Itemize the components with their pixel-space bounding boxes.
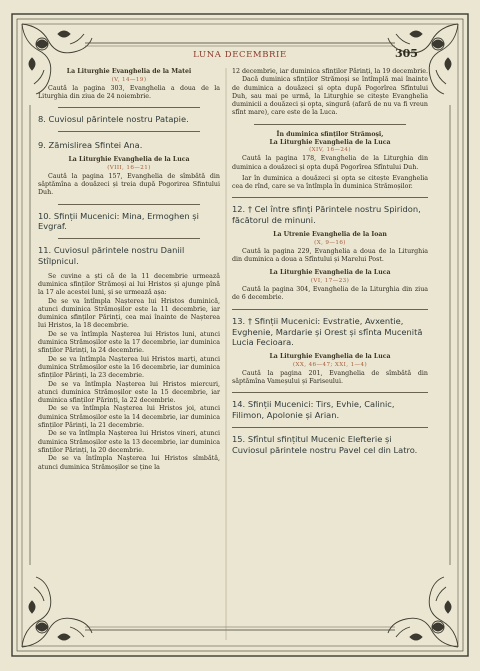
scripture-reference: (V, 14—19) bbox=[111, 76, 147, 83]
reading-instruction: Iar în duminica a douăzeci și opta se citește Evanghelia cea de rînd, care se va întîmpla în duminica Strămoșilor. bbox=[232, 174, 428, 191]
rubric-paragraph: Dacă duminica sfinților Strămoși se întîmplă mai înainte de duminica a douăzeci și opta după Pogorîrea Sfîntului Duh, sau mai pe urmă, la Liturghie se citește Evanghelia duminicii a douăzeci și opta, singură (afară de nu va fi vreun sfînt mare), care este de la Luca. bbox=[232, 76, 428, 117]
feast-day-8: 8. Cuviosul părintele nostru Patapie. bbox=[38, 114, 189, 125]
gospel-subheading: La Liturghie Evanghelia de la Luca bbox=[269, 353, 391, 361]
gospel-subheading: La Utrenie Evanghelia de la Ioan bbox=[273, 231, 387, 239]
rubric-paragraph: 12 decembrie, iar duminica sfinților Părinți, la 19 decembrie. bbox=[232, 68, 428, 75]
corner-ornament-bottom-left bbox=[22, 577, 92, 647]
rubric-paragraph: De se va întîmpla Nașterea lui Hristos luni, atunci duminica Strămoșilor este la 17 decembrie, iar duminica sfinților Părinți, la 24 decembrie. bbox=[38, 330, 220, 355]
feast-day-11: 11. Cuviosul părintele nostru Daniil Stîlpnicul. bbox=[38, 245, 185, 266]
gospel-subheading: La Liturghie Evanghelia de la Matei bbox=[66, 68, 192, 75]
running-header-title: LUNA DECEMBRIE bbox=[193, 50, 287, 60]
corner-ornament-bottom-right bbox=[388, 577, 458, 647]
scripture-reference: (VIII, 16—21) bbox=[107, 164, 151, 171]
reading-instruction: Caută la pagina 157, Evanghelia de sîmbătă din săptămîna a douăzeci și treia după Pogorirea Sfintului Duh. bbox=[38, 172, 220, 197]
feast-day-9: 9. Zămislirea Sfintei Ana. bbox=[38, 140, 143, 151]
scripture-reference: (VI, 17—23) bbox=[310, 278, 350, 285]
reading-instruction: Caută la pagina 304, Evanghelia de la Liturghia din ziua de 6 decembrie. bbox=[232, 286, 428, 302]
rubric-paragraph: De se va întîmpla Nașterea lui Hristos vineri, atunci duminica Strămoșilor este la 13 decembrie, iar duminica sfinților Părinți, la 20 decembrie. bbox=[38, 430, 220, 454]
page-number: 305 bbox=[395, 47, 418, 60]
scripture-reference: (X, 9—16) bbox=[314, 239, 346, 246]
gospel-subheading: În duminica sfinților Strămoși, bbox=[276, 130, 384, 138]
feast-day-10: 10. Sfinții Mucenici: Mina, Ermoghen și Evgraf. bbox=[38, 210, 199, 232]
feast-day-13: 13. † Sfinții Mucenici: Evstratie, Avxentie, Evghenie, Mardarie și Orest și sfînta Mucenită Lucia Fecioara. bbox=[232, 315, 423, 348]
reading-instruction: Caută la pagina 201, Evanghelia de sîmbătă din săptămîna Vameșului și Fariseului. bbox=[232, 369, 428, 386]
scripture-reference: (XIV, 16—24) bbox=[309, 147, 351, 154]
right-column bbox=[232, 68, 428, 456]
gospel-subheading: La Liturghie Evanghelia de la Luca bbox=[269, 269, 391, 277]
left-column bbox=[38, 68, 220, 472]
rubric-paragraph: De se va întîmpla Nașterea lui Hristos marți, atunci duminica Strămoșilor este la 16 decembrie, iar duminica sfinților Părinți, la 23 decembrie. bbox=[38, 355, 220, 380]
gospel-subheading: La Liturghie Evanghelia de la Luca bbox=[68, 155, 190, 163]
feast-day-15: 15. Sfîntul sfințitul Mucenic Elefterie și Cuviosul părintele nostru Pavel cel din Latro. bbox=[232, 433, 418, 455]
scripture-reference: (XX, 46—47; XXI, 1—4) bbox=[292, 361, 368, 368]
rubric-paragraph: De se va întîmpla Nașterea lui Hristos sîmbătă, atunci duminica Strămoșilor se ține la bbox=[38, 455, 220, 471]
gospel-subheading: La Liturghie Evanghelia de la Luca bbox=[269, 138, 391, 146]
rubric-paragraph: De se va întîmpla Nașterea lui Hristos miercuri, atunci duminica Strămoșilor este la 15 decembrie, iar duminica sfinților Părinți, la 22 decembrie. bbox=[38, 380, 220, 405]
rubric-paragraph: De se va întîmpla Nașterea lui Hristos duminică, atunci duminica Strămoșilor este la 11 decembrie, iar duminica sfinților Părinți, cea mai înainte de Nașterea lui Hristos, la 18 decembrie. bbox=[38, 297, 220, 330]
feast-day-14: 14. Sfinții Mucenici: Tirs, Evhie, Calinic, Filimon, Apolonie și Arian. bbox=[232, 399, 395, 421]
rubric-paragraph: De se va întîmpla Nașterea lui Hristos joi, atunci duminica Strămoșilor este la 14 decembrie, iar duminica sfinților Părinți, la 21 decembrie. bbox=[38, 405, 220, 430]
reading-instruction: Caută la pagina 303, Evanghelia a doua de la Liturghia din ziua de 24 noiembrie. bbox=[38, 84, 220, 101]
reading-instruction: Caută la pagina 229, Evanghelia a doua de la Liturghia din duminica a doua a Sfîntului și Marelui Post. bbox=[232, 247, 428, 264]
reading-instruction: Caută la pagina 178, Evanghelia de la Liturghia din duminica a douăzeci și opta după Pogorîrea Sfîntului Duh. bbox=[232, 155, 428, 171]
rubric-paragraph: Se cuvine a ști că de la 11 decembrie urmează duminica sfinților Strămoși ai lui Hristos și ajunge pînă la 17 ale acestei luni, și se urmează așa: bbox=[38, 272, 220, 297]
feast-day-12: 12. † Cel între sfinți Părintele nostru Spiridon, făcătorul de minuni. bbox=[232, 204, 421, 226]
